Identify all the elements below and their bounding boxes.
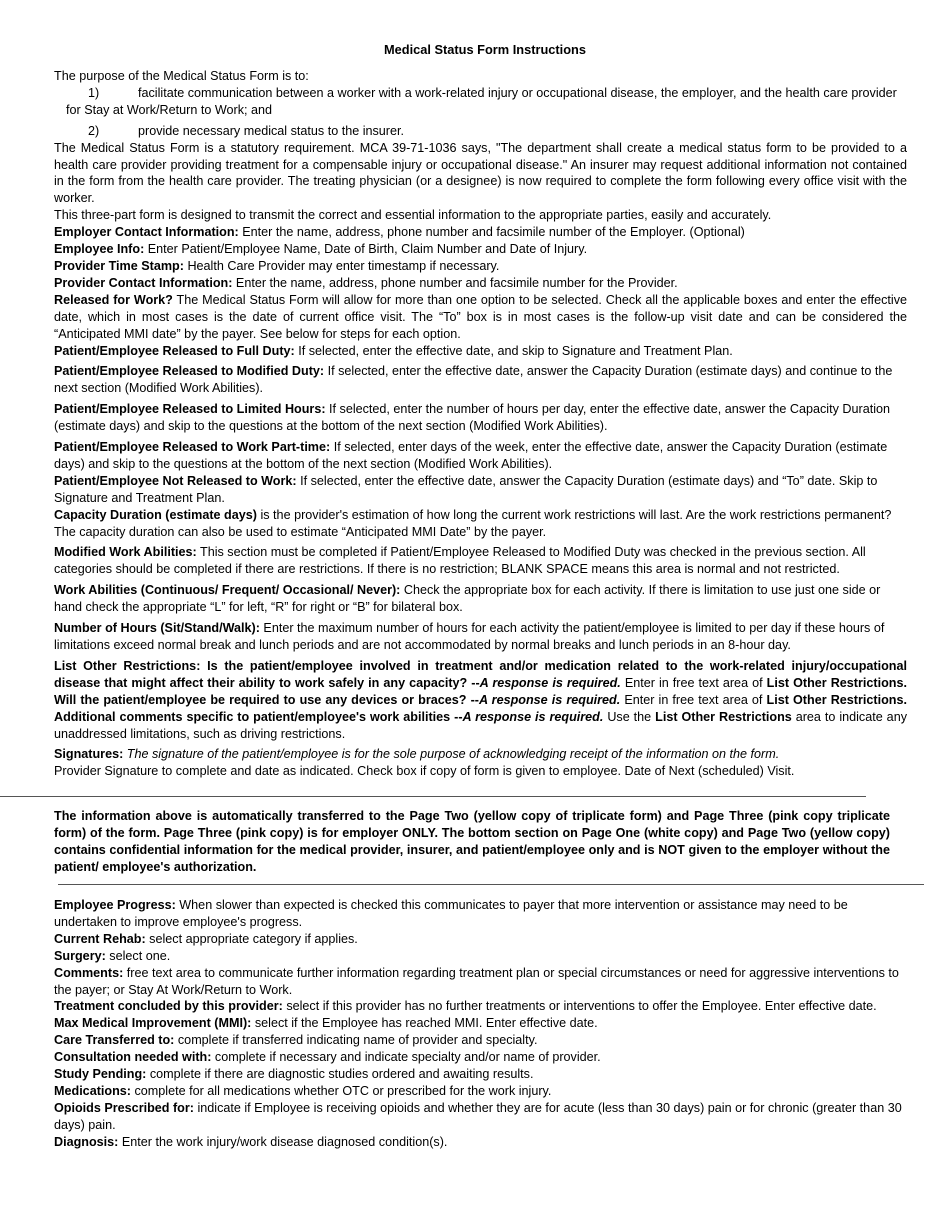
instruction-consultation: Consultation needed with: complete if necessary and indicate specialty and/or name of provider. — [54, 1050, 601, 1065]
instruction-employee-info: Employee Info: Enter Patient/Employee Name, Date of Birth, Claim Number and Date of Injury. — [54, 242, 588, 257]
instruction-capacity-duration: Capacity Duration (estimate days) is the provider's estimation of how long the current work restrictions will last. Are the work restrictions permanent? The capacity duration can also be used to estimate “Anticipated MMI Date” by the payer. — [54, 507, 892, 539]
instruction-limited-hours: Patient/Employee Released to Limited Hours: If selected, enter the number of hours per day, enter the effective date, answer the Capacity Duration (estimate days) and skip to the questions at the bottom of the next section (Modified Work Abilities). — [54, 402, 891, 434]
instruction-modified-work-abilities: Modified Work Abilities: This section must be completed if Patient/Employee Released to Modified Duty was checked in the previous section. All categories should be completed if there are restrictions. If there is no restriction; BLANK SPACE means this area is normal and not restricted. — [54, 545, 866, 577]
divider-top — [0, 796, 866, 797]
purpose-number-2: 2) — [88, 123, 100, 138]
instruction-number-of-hours: Number of Hours (Sit/Stand/Walk): Enter the maximum number of hours for each activity the patient/employee is limited to per day if these hours of limitations exceed normal break and lunch periods and are not accommodated by normal breaks and lunch periods in an 8-hour day. — [54, 621, 885, 652]
purpose-item-2 — [54, 123, 907, 140]
divider-bottom — [58, 884, 924, 885]
instruction-full-duty: Patient/Employee Released to Full Duty: If selected, enter the effective date, and skip to Signature and Treatment Plan. — [54, 343, 733, 358]
instruction-current-rehab: Current Rehab: select appropriate category if applies. — [54, 931, 358, 946]
instruction-treatment-concluded: Treatment concluded by this provider: select if this provider has no further treatments or interventions to offer the Employee. Enter effective date. — [54, 999, 877, 1014]
notice-text: The information above is automatically transferred to the Page Two (yellow copy of triplicate form) and Page Three (pink copy triplicate form) of the form. Page Three (pink copy) is for employer ONLY. The bottom section on Page One (white copy) and Page Two (yellow copy) contains confidential information for the medical provider, insurer, and patient/employee only and is NOT given to the employer without the patient/ employee's authorization. — [54, 809, 890, 874]
instruction-comments: Comments: free text area to communicate further information regarding treatment plan or special circumstances or need for aggressive interventions to the payer; or Stay At Work/Return to Work. — [54, 965, 899, 997]
instruction-provider-signature: Provider Signature to complete and date as indicated. Check box if copy of form is given to employee. Date of Next (scheduled) Visit. — [54, 764, 795, 779]
instruction-surgery: Surgery: select one. — [54, 948, 171, 963]
purpose-item-1 — [54, 85, 907, 119]
instruction-signatures: Signatures: The signature of the patient/employee is for the sole purpose of acknowledging receipt of the information on the form. — [54, 747, 780, 762]
purpose-text-2: provide necessary medical status to the insurer. — [138, 123, 404, 138]
instruction-employer-contact: Employer Contact Information: Enter the name, address, phone number and facsimile number of the Employer. (Optional) — [54, 225, 745, 240]
instruction-provider-time-stamp: Provider Time Stamp: Health Care Provider may enter timestamp if necessary. — [54, 258, 500, 273]
instruction-opioids: Opioids Prescribed for: indicate if Employee is receiving opioids and whether they are for acute (less than 30 days) pain or for chronic (greater than 30 days) pain. — [54, 1100, 902, 1132]
purpose-number-1: 1) — [88, 85, 100, 100]
instruction-part-time: Patient/Employee Released to Work Part-time: If selected, enter days of the week, enter the effective date, answer the Capacity Duration (estimate days) and skip to the questions at the bottom of the next section (Modified Work Abilities). — [54, 440, 888, 471]
instruction-other-restrictions: List Other Restrictions: Is the patient/employee involved in treatment and/or medication related to the work-related injury/occupational disease that might affect their ability to work safely in any capacity? --A response is required. Enter in free text area of List Other Restrictions. Will the patient/employee be required to use any devices or braces? --A response is required. Enter in free text area of List Other Restrictions. Additional comments specific to patient/employee's work abilities --A response is required. Use the List Other Restrictions area to indicate any unaddressed limitations, such as driving restrictions. — [54, 658, 907, 741]
instruction-not-released: Patient/Employee Not Released to Work: If selected, enter the effective date, answer the Capacity Duration (estimate days) and “To” date. Skip to Signature and Treatment Plan. — [54, 473, 878, 505]
instruction-modified-duty: Patient/Employee Released to Modified Duty: If selected, enter the effective date, answer the Capacity Duration (estimate days) and continue to the next section (Modified Work Abilities). — [54, 364, 893, 396]
section-lower — [54, 897, 907, 1151]
intro-text: The purpose of the Medical Status Form is to: — [54, 69, 309, 83]
statutory-text: The Medical Status Form is a statutory requirement. MCA 39-71-1036 says, "The department shall create a medical status form to be provided to a health care provider providing treatment for a compensable injury or occupational disease." An insurer may request additional information not contained in the form from the health care provider. The treating physician (or a designee) is now required to complete the form following every office visit with the worker. — [54, 140, 907, 206]
three-part-text: This three-part form is designed to transmit the correct and essential information to the appropriate parties, easily and accurately. — [54, 208, 772, 223]
instruction-work-abilities: Work Abilities (Continuous/ Frequent/ Occasional/ Never): Check the appropriate box for each activity. If there is limitation to use just one side or hand check the appropriate “L” for left, “R” for right or “B” for bilateral box. — [54, 583, 881, 615]
instruction-diagnosis: Diagnosis: Enter the work injury/work disease diagnosed condition(s). — [54, 1134, 448, 1149]
instruction-medications: Medications: complete for all medications whether OTC or prescribed for the work injury. — [54, 1083, 552, 1098]
instruction-employee-progress: Employee Progress: When slower than expected is checked this communicates to payer that more intervention or assistance may need to be undertaken to improve employee's progress. — [54, 898, 848, 929]
confidentiality-notice — [54, 808, 890, 876]
section-upper — [54, 68, 907, 780]
instruction-released-for-work: Released for Work? The Medical Status Form will allow for more than one option to be selected. Check all the applicable boxes and enter the effective date, which in most cases is the date of current office visit. The “To” box is in most cases is the follow-up visit date and can be considered the “Anticipated MMI date” by the payer. See below for steps for each option. — [54, 292, 907, 341]
instruction-study-pending: Study Pending: complete if there are diagnostic studies ordered and awaiting results. — [54, 1067, 534, 1082]
page-title: Medical Status Form Instructions — [384, 42, 586, 57]
instruction-care-transferred: Care Transferred to: complete if transferred indicating name of provider and specialty. — [54, 1033, 538, 1048]
instruction-mmi: Max Medical Improvement (MMI): select if the Employee has reached MMI. Enter effective date. — [54, 1016, 598, 1031]
instruction-provider-contact: Provider Contact Information: Enter the name, address, phone number and facsimile number for the Provider. — [54, 275, 678, 290]
purpose-text-1: facilitate communication between a worker with a work-related injury or occupational disease, the employer, and the health care provider for Stay at Work/Return to Work; and — [66, 85, 897, 117]
